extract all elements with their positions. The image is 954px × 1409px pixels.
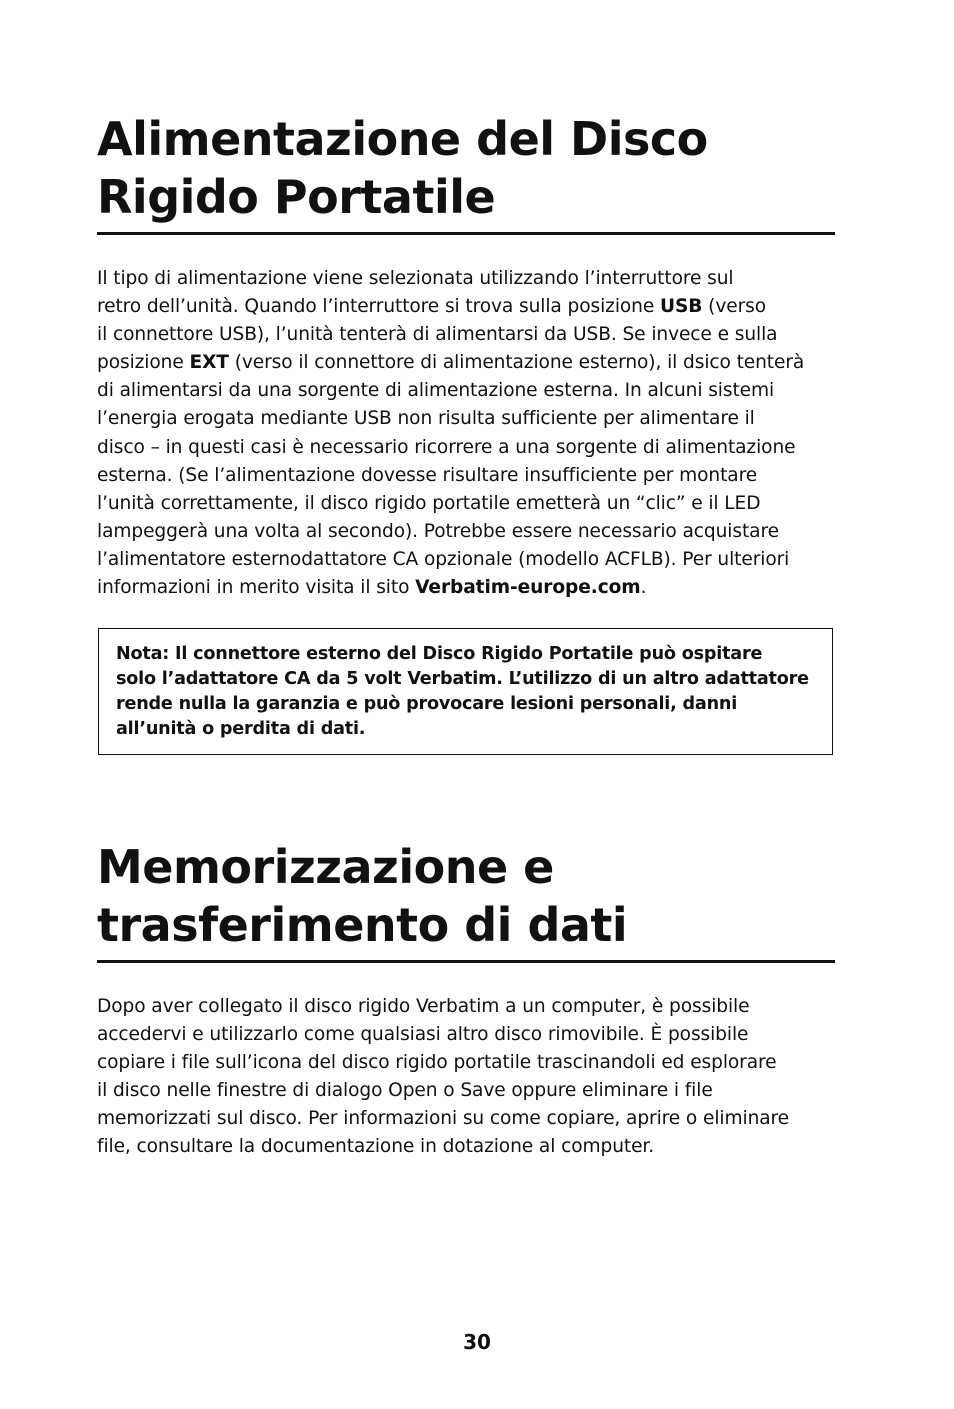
paragraph-line: lampeggerà una volta al secondo). Potrebbe essere necessario acquistare [97,520,779,542]
power-paragraph [97,265,839,602]
paragraph-line: l’alimentatore esternodattatore CA opzionale (modello ACFLB). Per ulteriori [97,548,790,570]
text-run: retro dell’unità. Quando l’interruttore si trova sulla posizione [97,296,660,318]
website-link-text: Verbatim-europe.com [415,577,641,599]
paragraph-line: l’energia erogata mediante USB non risulta sufficiente per alimentare il [97,408,755,430]
section-title-storage [97,838,835,963]
section-title-power [97,110,835,235]
paragraph-line: l’unità correttamente, il disco rigido portatile emetterà un “clic” e il LED [97,492,761,514]
note-line: all’unità o perdita di dati. [116,719,366,739]
note-line: solo l’adattatore CA da 5 volt Verbatim. L’utilizzo di un altro adattatore [116,669,809,689]
section-power [97,110,835,235]
note-box [98,628,833,755]
paragraph-line: di alimentarsi da una sorgente di alimentazione esterna. In alcuni sistemi [97,380,775,402]
text-run: (verso il connettore di alimentazione esterno), il dsico tenterà [228,352,805,374]
text-run: informazioni in merito visita il sito [97,577,416,599]
usb-label: USB [660,296,703,318]
title-line: Alimentazione del Disco [97,112,708,166]
paragraph-line: memorizzati sul disco. Per informazioni su come copiare, aprire o eliminare [97,1108,790,1130]
paragraph-line [97,293,839,321]
paragraph-line: copiare i file sull’icona del disco rigido portatile trascinandoli ed esplorare [97,1052,777,1074]
title-line: Memorizzazione e [97,840,554,894]
paragraph-line: file, consultare la documentazione in dotazione al computer. [97,1136,655,1158]
storage-paragraph [97,993,839,1162]
paragraph-line: disco – in questi casi è necessario ricorrere a una sorgente di alimentazione [97,436,796,458]
note-line: Nota: Il connettore esterno del Disco Rigido Portatile può ospitare [116,644,763,664]
paragraph-line: Dopo aver collegato il disco rigido Verbatim a un computer, è possibile [97,996,750,1017]
note-line: rende nulla la garanzia e può provocare lesioni personali, danni [116,694,738,714]
title-line: trasferimento di dati [97,898,628,952]
paragraph-line: accedervi e utilizzarlo come qualsiasi altro disco rimovibile. È possibile [97,1024,749,1046]
ext-label: EXT [189,352,229,374]
text-run: posizione [97,352,190,374]
page-number: 30 [463,1330,491,1354]
paragraph-line: il connettore USB), l’unità tenterà di alimentarsi da USB. Se invece e sulla [97,324,778,346]
paragraph-line: il disco nelle finestre di dialogo Open o Save oppure eliminare i file [97,1080,713,1102]
paragraph-line [97,574,839,602]
paragraph-line: esterna. (Se l’alimentazione dovesse risultare insufficiente per montare [97,464,758,486]
title-line: Rigido Portatile [97,170,496,224]
section-storage [97,838,835,963]
paragraph-line [97,349,839,377]
text-run: (verso [702,296,766,318]
paragraph-line: Il tipo di alimentazione viene selezionata utilizzando l’interruttore sul [97,268,734,289]
text-run: . [640,577,647,599]
